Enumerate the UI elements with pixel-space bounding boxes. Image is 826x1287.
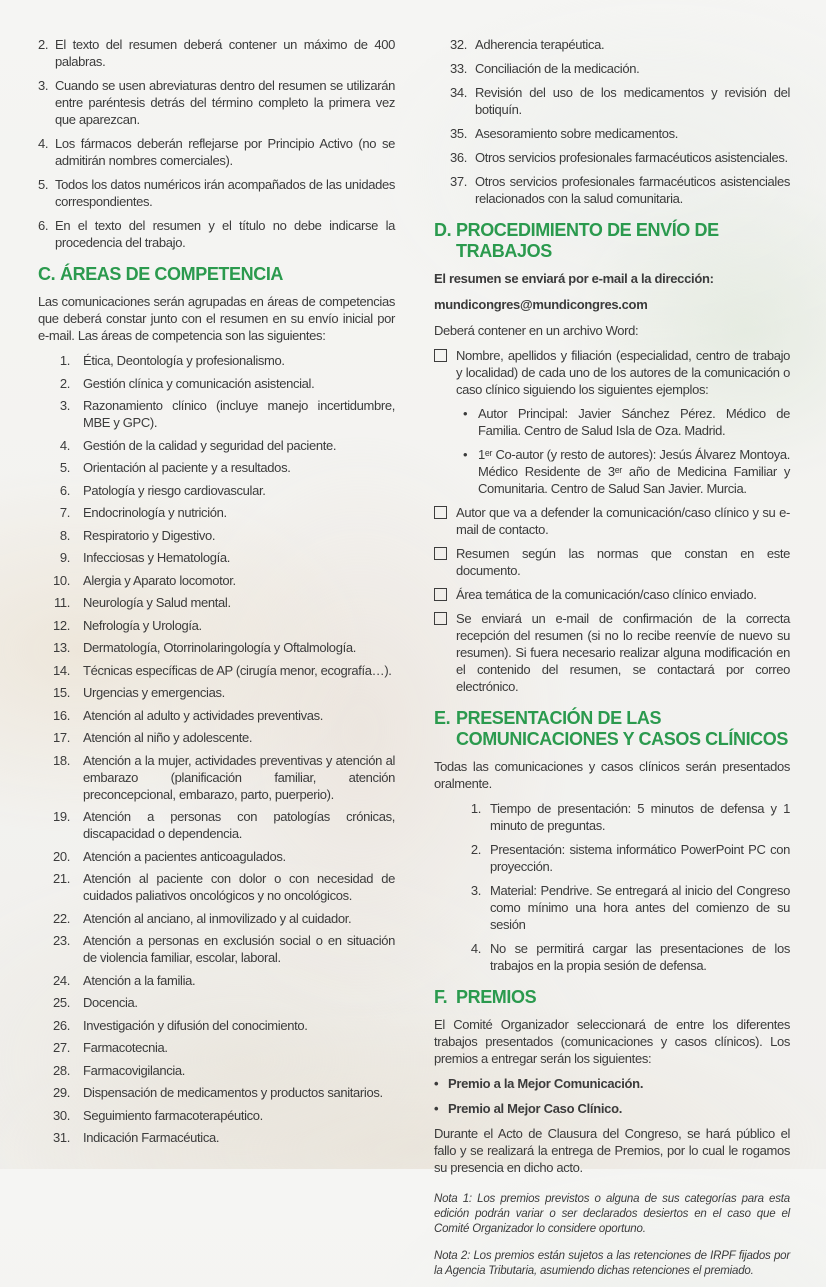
list-item: [38, 1129, 395, 1146]
section-e-intro: Todas las comunicaciones y casos clínicos serán presentados oralmente.: [434, 759, 790, 791]
list-item: [38, 729, 395, 746]
left-column: [38, 36, 395, 1152]
list-item: [38, 617, 395, 634]
list-item-number: 6.: [38, 218, 49, 233]
bullet-icon: •: [434, 1076, 439, 1091]
checkbox-icon: [434, 588, 447, 601]
competency-areas-continued-list: [434, 36, 790, 207]
list-item: [38, 1062, 395, 1079]
list-item-number: 4.: [59, 437, 70, 453]
list-item-text: Gestión de la calidad y seguridad del paciente.: [83, 437, 337, 453]
list-item: [38, 1039, 395, 1056]
list-item: [38, 36, 395, 70]
list-item-text: Urgencias y emergencias.: [83, 685, 225, 700]
bullet-icon: •: [463, 447, 468, 462]
list-item-number: 17.: [52, 730, 70, 745]
list-item-number: 24.: [52, 972, 70, 988]
checklist-item: [434, 504, 790, 538]
list-item-number: 3.: [38, 78, 49, 93]
section-f-intro: El Comité Organizador seleccionará de entre los diferentes trabajos presentados (comunicaciones y casos clínicos). Los premios a entregar serán los siguientes:: [434, 1017, 790, 1066]
list-item-text: Los fármacos deberán reflejarse por Principio Activo (no se admitirán nombres comerciales).: [55, 136, 395, 168]
example-text: 1ᵉʳ Co-autor (y resto de autores): Jesús Álvarez Montoya. Médico Residente de 3ᵉʳ año de Medicina Familiar y Comunitaria. Centro de Salud San Javier. Murcia.: [478, 447, 790, 496]
list-item-number: 16.: [52, 707, 70, 723]
list-item-number: 11.: [53, 595, 70, 610]
list-item-number: 13.: [52, 640, 70, 655]
list-item: [38, 684, 395, 701]
section-heading-f: [434, 987, 790, 1008]
list-item-text: Atención a la familia.: [83, 972, 196, 988]
presentation-rules-list: [434, 800, 790, 974]
list-item-text: Farmacotecnia.: [83, 1040, 168, 1055]
list-item-number: 14.: [52, 662, 70, 678]
section-f-outro: Durante el Acto de Clausura del Congreso, se hará público el fallo y se realizará la entrega de Premios, por lo cual le rogamos su presencia en dicho acto.: [434, 1126, 790, 1175]
list-item: [38, 870, 395, 904]
list-item: [38, 504, 395, 521]
list-item-number: 18.: [52, 752, 70, 768]
section-title: PRESENTACIÓN DE LAS COMUNICACIONES Y CASOS CLÍNICOS: [456, 708, 788, 749]
footnotes: [434, 1192, 790, 1279]
list-item-text: Material: Pendrive. Se entregará al inicio del Congreso como mínimo una hora antes del comienzo de su sesión: [490, 883, 790, 932]
list-item-number: 31.: [52, 1130, 70, 1145]
list-item: [434, 800, 790, 834]
example-item: [463, 405, 790, 439]
list-item-text: Atención al adulto y actividades preventivas.: [83, 707, 324, 723]
list-item-number: 10.: [52, 572, 70, 588]
list-item-number: 4.: [38, 136, 49, 151]
right-column: [434, 36, 790, 1287]
list-item-text: Atención al niño y adolescente.: [83, 730, 253, 745]
section-heading-e: [434, 708, 790, 750]
list-item-text: Ética, Deontología y profesionalismo.: [83, 353, 285, 368]
list-item: [38, 176, 395, 210]
list-item-number: 21.: [52, 871, 70, 886]
checklist-item-text: Nombre, apellidos y filiación (especialidad, centro de trabajo y localidad) de cada uno de los autores de la comunicación o caso clínico siguiendo los siguientes ejemplos:: [456, 348, 790, 397]
checklist-item-text: Autor que va a defender la comunicación/caso clínico y su e-mail de contacto.: [456, 505, 790, 537]
section-letter: C.: [38, 264, 56, 284]
list-item-number: 25.: [52, 995, 70, 1010]
list-item-text: Revisión del uso de los medicamentos y revisión del botiquín.: [475, 85, 790, 117]
list-item-number: 34.: [449, 85, 467, 100]
prize-item: [434, 1100, 790, 1117]
list-item: [38, 1084, 395, 1101]
section-title: PREMIOS: [456, 987, 537, 1007]
bullet-icon: •: [463, 406, 468, 421]
list-item-text: Alergia y Aparato locomotor.: [83, 572, 236, 588]
list-item-text: En el texto del resumen y el título no debe indicarse la procedencia del trabajo.: [55, 218, 395, 250]
section-heading-c: [38, 264, 395, 285]
list-item-number: 6.: [59, 482, 70, 498]
list-item: [434, 125, 790, 142]
example-text: Autor Principal: Javier Sánchez Pérez. Médico de Familia. Centro de Salud Isla de Oza. Madrid.: [478, 406, 790, 438]
email-address: mundicongres@mundicongres.com: [434, 297, 648, 312]
section-heading-d: [434, 220, 790, 262]
checklist-item: [434, 610, 790, 695]
list-item-text: Adherencia terapéutica.: [475, 37, 605, 52]
list-item-text: Atención al paciente con dolor o con necesidad de cuidados paliativos oncológicos y no oncológicos.: [83, 871, 395, 903]
list-item-text: Atención a personas con patologías crónicas, discapacidad o dependencia.: [83, 809, 395, 841]
section-title: ÁREAS DE COMPETENCIA: [60, 264, 284, 284]
list-item-number: 19.: [52, 809, 70, 824]
list-item-number: 20.: [52, 848, 70, 864]
list-item-number: 26.: [52, 1017, 70, 1033]
section-letter: D.: [434, 220, 452, 240]
list-item-number: 33.: [449, 61, 467, 76]
list-item-text: Farmacovigilancia.: [83, 1062, 186, 1078]
checklist-item: [434, 545, 790, 579]
checkbox-icon: [434, 547, 447, 560]
list-item-text: Todos los datos numéricos irán acompañados de las unidades correspondientes.: [55, 177, 395, 209]
checklist-item-text: Se enviará un e-mail de confirmación de la correcta recepción del resumen (si no lo recibe reenvíe de nuevo su resumen). Si fuera necesario realizar alguna modificación en el contenido del resumen, se contactará por correo electrónico.: [456, 611, 790, 694]
list-item-text: No se permitirá cargar las presentaciones de los trabajos en la propia sesión de defensa.: [490, 941, 790, 973]
list-item: [38, 910, 395, 927]
checkbox-icon: [434, 349, 447, 362]
list-item: [434, 149, 790, 166]
section-letter: E.: [434, 708, 451, 728]
list-item: [38, 527, 395, 544]
email-lead-text: El resumen se enviará por e-mail a la dirección:: [434, 271, 714, 286]
list-item-text: Respiratorio y Digestivo.: [83, 527, 216, 543]
list-item: [38, 459, 395, 476]
checklist-item-text: Resumen según las normas que constan en este documento.: [456, 546, 790, 578]
competency-areas-list: [38, 352, 395, 1146]
list-item-text: Tiempo de presentación: 5 minutos de defensa y 1 minuto de preguntas.: [490, 801, 790, 833]
list-item-number: 1.: [59, 353, 70, 368]
list-item: [38, 594, 395, 611]
example-item: [463, 446, 790, 497]
list-item-text: Cuando se usen abreviaturas dentro del resumen se utilizarán entre paréntesis detrás del término completo la primera vez que aparezcan.: [55, 78, 395, 127]
list-item-number: 4.: [470, 941, 481, 956]
list-item: [38, 848, 395, 865]
list-item: [38, 932, 395, 966]
list-item: [38, 572, 395, 589]
prize-text: Premio al Mejor Caso Clínico.: [448, 1101, 623, 1116]
list-item-number: 2.: [470, 842, 481, 857]
list-item: [38, 994, 395, 1011]
list-item-text: Endocrinología y nutrición.: [83, 505, 227, 520]
list-item: [434, 60, 790, 77]
list-item: [38, 375, 395, 392]
list-item-number: 32.: [449, 37, 467, 52]
list-item-text: Otros servicios profesionales farmacéuticos asistenciales.: [475, 150, 788, 165]
list-item: [434, 84, 790, 118]
prize-text: Premio a la Mejor Comunicación.: [448, 1076, 644, 1091]
list-item-number: 5.: [59, 460, 70, 475]
section-c-intro: Las comunicaciones serán agrupadas en áreas de competencias que deberá constar junto con el resumen en su envío inicial por e-mail. Las áreas de competencia son las siguientes:: [38, 294, 395, 343]
list-item: [38, 549, 395, 566]
list-item-number: 1.: [470, 801, 481, 816]
list-item-number: 27.: [52, 1040, 70, 1055]
list-item: [38, 482, 395, 499]
list-item: [38, 972, 395, 989]
list-item-text: Nefrología y Urología.: [83, 617, 202, 633]
list-item-number: 8.: [59, 527, 70, 543]
list-item-text: Asesoramiento sobre medicamentos.: [475, 126, 679, 141]
list-item-text: Neurología y Salud mental.: [83, 595, 231, 610]
list-item-number: 2.: [38, 37, 49, 52]
list-item-number: 28.: [52, 1062, 70, 1078]
list-item: [38, 217, 395, 251]
checklist-item: [434, 586, 790, 603]
list-item-text: Orientación al paciente y a resultados.: [83, 460, 291, 475]
list-item-number: 29.: [52, 1085, 70, 1100]
list-item-text: Atención a la mujer, actividades preventivas y atención al embarazo (planificación familiar, atención preconcepcional, embarazo, parto, puerperio).: [83, 752, 395, 802]
list-item-number: 35.: [449, 126, 467, 141]
list-item: [38, 135, 395, 169]
list-item-text: Técnicas específicas de AP (cirugía menor, ecografía…).: [83, 662, 392, 678]
checkbox-icon: [434, 612, 447, 625]
checkbox-icon: [434, 506, 447, 519]
section-d-intro: Deberá contener en un archivo Word:: [434, 323, 639, 338]
list-item-text: Gestión clínica y comunicación asistencial.: [83, 375, 315, 391]
list-item: [434, 173, 790, 207]
list-item-text: Dispensación de medicamentos y productos sanitarios.: [83, 1085, 383, 1100]
general-rules-list: [38, 36, 395, 251]
list-item-text: Docencia.: [83, 995, 138, 1010]
list-item-text: Presentación: sistema informático PowerPoint PC con proyección.: [490, 842, 790, 874]
prize-item: [434, 1075, 790, 1092]
list-item-text: Patología y riesgo cardiovascular.: [83, 482, 266, 498]
list-item-number: 23.: [52, 933, 70, 948]
list-item-text: Dermatología, Otorrinolaringología y Oftalmología.: [83, 640, 356, 655]
example-list: [434, 405, 790, 497]
list-item-text: Indicación Farmacéutica.: [83, 1130, 220, 1145]
list-item: [38, 662, 395, 679]
list-item-text: Otros servicios profesionales farmacéuticos asistenciales relacionados con la salud comunitaria.: [475, 174, 790, 206]
prize-list: [434, 1075, 790, 1117]
list-item: [38, 397, 395, 431]
list-item: [38, 639, 395, 656]
list-item-text: Atención a pacientes anticoagulados.: [83, 848, 286, 864]
list-item: [38, 437, 395, 454]
list-item: [434, 940, 790, 974]
submission-checklist: [434, 347, 790, 695]
list-item-text: Infecciosas y Hematología.: [83, 550, 230, 565]
list-item-number: 7.: [59, 505, 70, 520]
list-item-number: 3.: [470, 883, 481, 898]
list-item-text: El texto del resumen deberá contener un máximo de 400 palabras.: [55, 37, 395, 69]
footnote-text: Nota 2: Los premios están sujetos a las retenciones de IRPF fijados por la Agencia Tributaria, asumiendo dichas retenciones el premiado.: [434, 1249, 790, 1277]
list-item: [434, 36, 790, 53]
list-item-number: 12.: [52, 617, 70, 633]
list-item: [38, 752, 395, 803]
section-title: PROCEDIMIENTO DE ENVÍO DE TRABAJOS: [456, 220, 719, 261]
list-item-number: 36.: [449, 150, 467, 165]
bullet-icon: •: [434, 1101, 439, 1116]
list-item: [38, 707, 395, 724]
list-item: [38, 1107, 395, 1124]
list-item-number: 37.: [449, 174, 467, 189]
list-item: [38, 352, 395, 369]
list-item-number: 2.: [59, 375, 70, 391]
list-item-text: Atención al anciano, al inmovilizado y al cuidador.: [83, 910, 352, 926]
list-item: [38, 808, 395, 842]
list-item-number: 9.: [59, 550, 70, 565]
list-item-number: 3.: [59, 398, 70, 413]
list-item-text: Investigación y difusión del conocimiento.: [83, 1017, 308, 1033]
checklist-item-text: Área temática de la comunicación/caso clínico enviado.: [456, 587, 757, 602]
list-item-text: Atención a personas en exclusión social o en situación de violencia familiar, escolar, laboral.: [83, 933, 395, 965]
list-item-text: Seguimiento farmacoterapéutico.: [83, 1107, 263, 1123]
section-letter: F.: [434, 987, 448, 1007]
list-item: [434, 841, 790, 875]
list-item: [38, 77, 395, 128]
list-item: [38, 1017, 395, 1034]
list-item-number: 22.: [52, 910, 70, 926]
checklist-item: [434, 347, 790, 497]
list-item: [434, 882, 790, 933]
list-item-number: 15.: [52, 685, 70, 700]
footnote-text: Nota 1: Los premios previstos o alguna de sus categorías para esta edición podrán variar o ser declarados desiertos en el caso que el Comité Organizador lo considere oportuno.: [434, 1193, 790, 1235]
list-item-number: 30.: [52, 1107, 70, 1123]
list-item-number: 5.: [38, 177, 49, 192]
list-item-text: Conciliación de la medicación.: [475, 61, 640, 76]
list-item-text: Razonamiento clínico (incluye manejo incertidumbre, MBE y GPC).: [83, 398, 395, 430]
